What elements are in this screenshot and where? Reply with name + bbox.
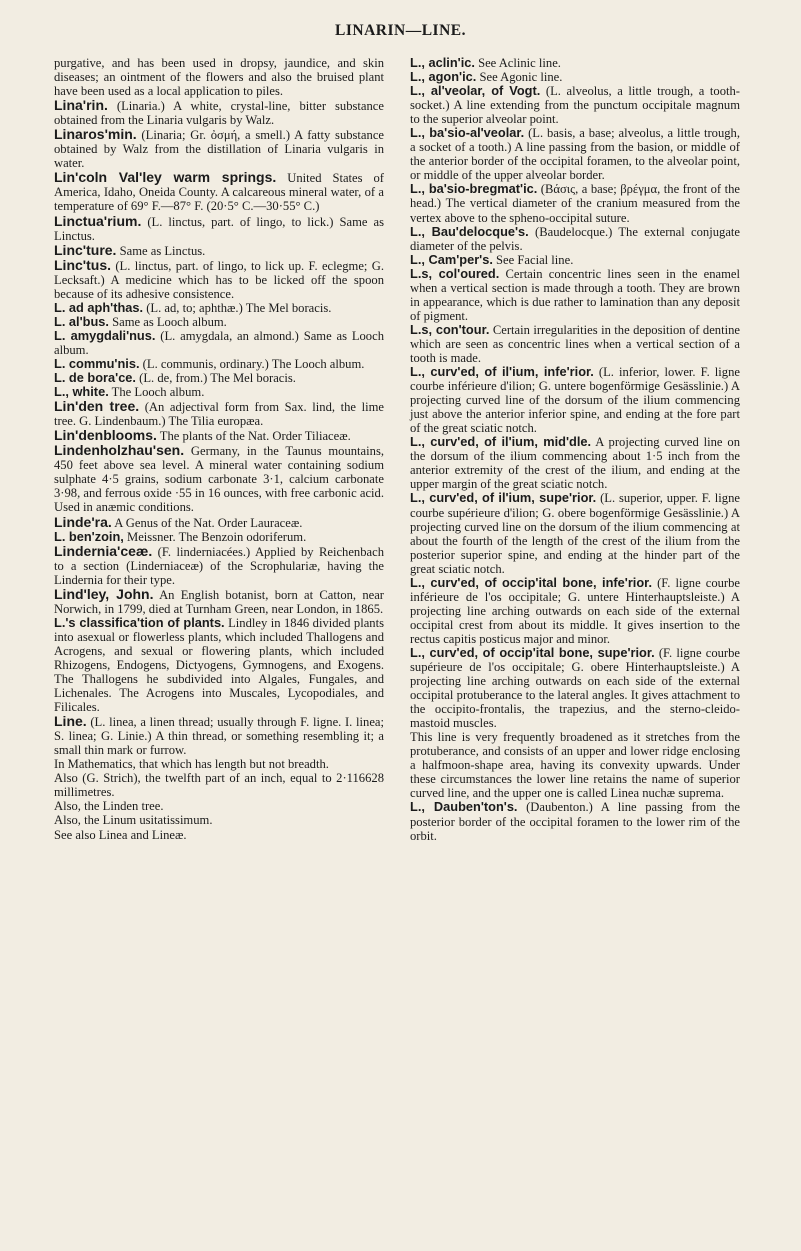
entry-headword: L. de bora'ce. [54, 370, 136, 386]
entry-definition: (F. linderniacées.) Applied by Reichenbach to a section (Linderniaceæ) of the Scrophulariæ, having the Lindernia for their type. [54, 544, 384, 587]
dictionary-entry [54, 98, 384, 127]
dictionary-entry [54, 301, 384, 315]
entry-definition: The Looch album. [108, 385, 205, 400]
entry-headword: Lindenholzhau'sen. [54, 442, 185, 459]
dictionary-entry [54, 587, 384, 616]
entry-headword: L. amygdali'nus. [54, 327, 156, 343]
entry-headword: L.s, col'oured. [410, 265, 500, 281]
entry-headword: L., curv'ed, of il'ium, mid'dle. [410, 434, 592, 450]
dictionary-entry [410, 84, 740, 126]
dictionary-entry [410, 70, 740, 84]
dictionary-entry [410, 646, 740, 730]
entry-headword: L., aclin'ic. [410, 55, 475, 70]
entry-definition: Also, the Linum usitatissimum. [54, 813, 213, 828]
dictionary-entry [54, 371, 384, 385]
dictionary-entry [54, 443, 384, 514]
dictionary-entry [54, 357, 384, 371]
entry-definition: (Linaria; Gr. ὀσμή, a smell.) A fatty substance obtained by Walz from the distillation of Linaria vulgaris in water. [54, 128, 384, 171]
entry-definition: The plants of the Nat. Order Tiliaceæ. [156, 429, 351, 444]
dictionary-entry [54, 828, 384, 842]
entry-headword: L., al'veolar, of Vogt. [410, 83, 541, 99]
entry-definition: See Facial line. [492, 252, 574, 267]
entry-definition: (L. linctus, part. of lingo, to lick.) Same as Linctus. [54, 214, 384, 243]
dictionary-entry [54, 258, 384, 301]
entry-definition: purgative, and has been used in dropsy, jaundice, and skin diseases; an ointment of the flowers and also the bruised plant have been used as a local application to piles. [54, 56, 384, 99]
dictionary-entry [54, 515, 384, 530]
dictionary-entry [54, 799, 384, 813]
entry-definition: In Mathematics, that which has length but not breadth. [54, 757, 329, 772]
dictionary-entry [410, 800, 740, 842]
dictionary-entry [54, 544, 384, 587]
dictionary-entry [54, 315, 384, 329]
entry-definition: (L. ad, to; aphthæ.) The Mel boracis. [143, 300, 332, 315]
entry-headword: L.s, con'tour. [410, 321, 490, 337]
entry-headword: Lind'ley, John. [54, 585, 154, 602]
dictionary-entry [410, 730, 740, 800]
entry-definition: United States of America, Idaho, Oneida County. A calcareous mineral water, of a temperature of 69° F.—87° F. (20·5° C.—30·55° C.) [54, 171, 384, 214]
dictionary-entry [54, 243, 384, 258]
entry-headword: L. commu'nis. [54, 355, 140, 371]
entry-headword: Lindernia'ceæ. [54, 542, 153, 559]
dictionary-entry [410, 267, 740, 323]
entry-headword: L., agon'ic. [410, 69, 477, 85]
entry-headword: L., Dauben'ton's. [410, 799, 518, 815]
entry-headword: L., curv'ed, of occip'ital bone, supe'rior. [410, 644, 655, 660]
entry-headword: L.'s classifica'tion of plants. [54, 614, 225, 630]
entry-definition: (Linaria.) A white, crystal-line, bitter substance obtained from the Linaria vulgaris by Walz. [54, 99, 384, 128]
dictionary-entry [410, 323, 740, 365]
dictionary-entry [410, 365, 740, 435]
entry-headword: L. ad aph'thas. [54, 299, 144, 315]
entry-headword: L., white. [54, 384, 109, 400]
entry-headword: L., curv'ed, of il'ium, supe'rior. [410, 490, 597, 506]
entry-definition: Same as Looch album. [108, 314, 227, 329]
entry-definition: (Baudelocque.) The external conjugate diameter of the pelvis. [410, 224, 741, 253]
dictionary-entry [410, 56, 740, 70]
entry-headword: Linc'ture. [54, 241, 117, 258]
entry-definition: (Βάσις, a base; βρέγμα, the front of the head.) The vertical diameter of the cranium measured from the vertex above to the spheno-occipital suture. [410, 182, 740, 225]
dictionary-entry [54, 530, 384, 544]
dictionary-entry [54, 813, 384, 827]
left-column [54, 56, 384, 842]
running-head: LINARIN—LINE. [335, 22, 466, 39]
entry-headword: Linctua'rium. [54, 212, 142, 229]
entry-definition: Lindley in 1846 divided plants into asexual or flowerless plants, which included Thallogens and Acrogens, and sexual or flowering plants, which included Rhizogens, Endogens, Dictyogens, Gymnogens, and Exogens. The Thallogens he subdivided into Algales, Fungales, and Lichenales. The Acrogens into Muscales, Lycopodiales, and Filicales. [54, 615, 385, 715]
entry-headword: Linaros'min. [54, 126, 137, 143]
entry-definition: (L. de, from.) The Mel boracis. [135, 371, 296, 386]
entry-definition: (Daubenton.) A line passing from the posterior border of the occipital foramen to the lower rim of the orbit. [410, 800, 740, 843]
entry-headword: L., ba'sio-al'veolar. [410, 125, 525, 141]
entry-definition: (L. linea, a linen thread; usually through F. ligne. I. linea; S. linea; G. Linie.) A thin thread, or something resembling it; a small thin mark or furrow. [54, 715, 384, 758]
entry-definition: An English botanist, born at Catton, near Norwich, in 1799, died at Turnham Green, near London, in 1865. [54, 587, 384, 616]
entry-definition: (F. ligne courbe supérieure de l'os occipitale; G. obere Hinterhauptsleiste.) A projecting line arching outwards on each side of the external occipital protuberance to the lateral angles. It gives attachment to the occipito-frontalis, the trapezius, and the sterno-cleido-mastoid muscles. [410, 645, 740, 731]
entry-definition: A projecting curved line on the dorsum of the ilium commencing about 1·5 inch from the anterior extremity of the crest of the ilium, and ending at the upper margin of the great sciatic notch. [410, 435, 741, 492]
entry-definition: (L. alveolus, a little trough, a tooth-socket.) A line extending from the punctum occipitale magnum to the superior alveolar point. [410, 84, 740, 127]
dictionary-entry [410, 435, 740, 491]
entry-definition: (L. amygdala, an almond.) Same as Looch album. [54, 328, 384, 357]
dictionary-entry [410, 182, 740, 224]
entry-definition: This line is very frequently broadened as it stretches from the protuberance, and consists of an upper and lower ridge enclosing a halfmoon-shape area, having its convexity upwards. Under these circumstances the lower line retains the name of superior curved line, and the upper one is called Linea nuchæ suprema. [410, 730, 740, 801]
entry-definition: (F. ligne courbe inférieure de l'os occipitale; G. untere Hinterhauptsleiste.) A projecting line arching outwards on each side of the external occipital crest from about its middle. It gives insertion to the rectus capitis posticus major and minor. [410, 575, 740, 646]
entry-definition: See also Linea and Lineæ. [54, 827, 187, 842]
dictionary-entry [54, 399, 384, 428]
entry-definition: Also (G. Strich), the twelfth part of an inch, equal to 2·116628 millimetres. [54, 771, 384, 800]
entry-headword: L. al'bus. [54, 313, 109, 329]
entry-definition: (L. superior, upper. F. ligne courbe supérieure d'ilion; G. obere bogenförmige Gesässlinie.) A projecting curved line on the dorsum of the ilium commencing at about the fourth of the length of the crest of the ilium from the posterior superior spine, and ending at the hinder part of the great sciatic notch. [410, 491, 740, 576]
dictionary-entry [410, 126, 740, 182]
dictionary-entry [54, 329, 384, 357]
entry-definition: Certain concentric lines seen in the enamel when a vertical section is made through a tooth. They are brown in appearance, which is due rather to lamination than any deposit of pigment. [410, 266, 740, 323]
entry-definition: Germany, in the Taunus mountains, 450 feet above sea level. A mineral water containing sodium sulphate 4·5 grains, sodium carbonate 3·1, calcium carbonate 3·98, and ferrous oxide ·55 in 16 ounces, with free carbonic acid. Used in anæmic conditions. [54, 444, 384, 515]
dictionary-entry [54, 385, 384, 399]
dictionary-entry [410, 225, 740, 253]
entry-definition: (L. basis, a base; alveolus, a little trough, a socket of a tooth.) A line passing from the basion, or middle of the anterior border of the occipital foramen, to the alveolar point, or middle of the upper alveolar border. [410, 126, 740, 183]
entry-headword: Lina'rin. [54, 97, 108, 114]
entry-definition: See Aclinic line. [474, 56, 561, 70]
dictionary-entry [54, 616, 384, 714]
dictionary-entry [54, 56, 384, 98]
entry-headword: L. ben'zoin, [54, 528, 124, 544]
dictionary-entry [54, 757, 384, 771]
entry-definition: Meissner. The Benzoin odoriferum. [123, 529, 307, 544]
entry-headword: Linde'ra. [54, 513, 112, 530]
entry-headword: L., curv'ed, of occip'ital bone, infe'rior. [410, 574, 652, 590]
entry-headword: Linc'tus. [54, 256, 111, 273]
entry-definition: Certain irregularities in the deposition of dentine which are seen as concentric lines when a vertical section of a tooth is made. [410, 322, 740, 365]
entry-definition: (An adjectival form from Sax. lind, the lime tree. G. Lindenbaum.) The Tilia europæa. [54, 400, 384, 429]
entry-headword: Lin'den tree. [54, 398, 140, 415]
dictionary-entry [54, 714, 384, 757]
entry-definition: (L. inferior, lower. F. ligne courbe inférieure d'ilion; G. untere bogenförmige Gesässlinie.) A projecting curved line of the dorsum of the ilium commencing just above the anterior inferior spine, and ending at the fore part of the great sciatic notch. [410, 365, 740, 436]
entry-definition: (L. communis, ordinary.) The Looch album. [139, 356, 365, 371]
entry-headword: Line. [54, 713, 87, 730]
entry-definition: (L. linctus, part. of lingo, to lick up. F. eclegme; G. Lecksaft.) A medicine which has to be licked off the spoon because of its adhesive consistence. [54, 258, 384, 301]
dictionary-entry [54, 428, 384, 443]
entry-headword: L., Cam'per's. [410, 251, 493, 267]
entry-headword: Lin'denblooms. [54, 427, 157, 444]
dictionary-entry [54, 214, 384, 243]
dictionary-entry [54, 127, 384, 170]
entry-definition: Same as Linctus. [116, 243, 206, 258]
dictionary-entry [54, 170, 384, 213]
entry-definition: Also, the Linden tree. [54, 799, 164, 814]
entry-definition: A Genus of the Nat. Order Lauraceæ. [111, 515, 303, 530]
entry-headword: L., ba'sio-bregmat'ic. [410, 181, 538, 197]
entry-definition: See Agonic line. [476, 70, 563, 85]
entry-headword: L., Bau'delocque's. [410, 223, 529, 239]
dictionary-entry [410, 491, 740, 575]
dictionary-entry [410, 253, 740, 267]
dictionary-entry [54, 771, 384, 799]
dictionary-entry [410, 576, 740, 646]
entry-headword: L., curv'ed, of il'ium, infe'rior. [410, 364, 594, 380]
entry-headword: Lin'coln Val'ley warm springs. [54, 169, 277, 186]
right-column [410, 56, 740, 843]
